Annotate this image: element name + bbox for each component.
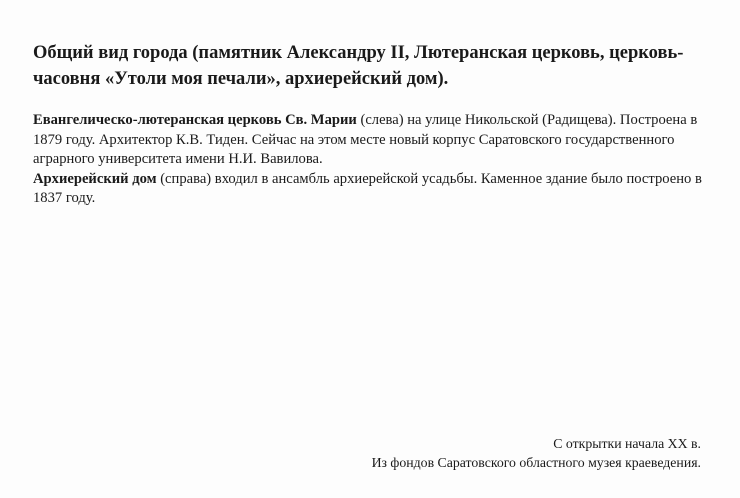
card-title-rest: (памятник Александру II, Лютеранская церковь, церковь-часовня «Утоли моя печали», архиерейский дом). <box>33 43 684 89</box>
source-credit <box>372 434 701 472</box>
card-description <box>33 111 713 209</box>
church-text: (слева) на улице Никольской (Радищева). Построена в 1879 году. Архитектор К.В. Тиден. Сейчас на этом месте новый корпус Саратовского государственного аграрного университета имени Н.И. Вавилова. <box>33 112 698 168</box>
description-paragraph-church <box>33 111 713 170</box>
house-name: Архиерейский дом <box>33 170 157 187</box>
card-title-bold: Общий вид города <box>33 43 188 63</box>
card-title <box>33 40 713 92</box>
church-name: Евангелическо-лютеранская церковь Св. Марии <box>33 112 357 128</box>
description-paragraph-house <box>33 170 713 209</box>
source-line-postcard: С открытки начала XX в. <box>553 436 701 451</box>
source-line-museum: Из фондов Саратовского областного музея краеведения. <box>371 455 701 470</box>
house-text: (справа) входил в ансамбль архиерейской усадьбы. Каменное здание было построено в 1837 году. <box>33 170 702 207</box>
